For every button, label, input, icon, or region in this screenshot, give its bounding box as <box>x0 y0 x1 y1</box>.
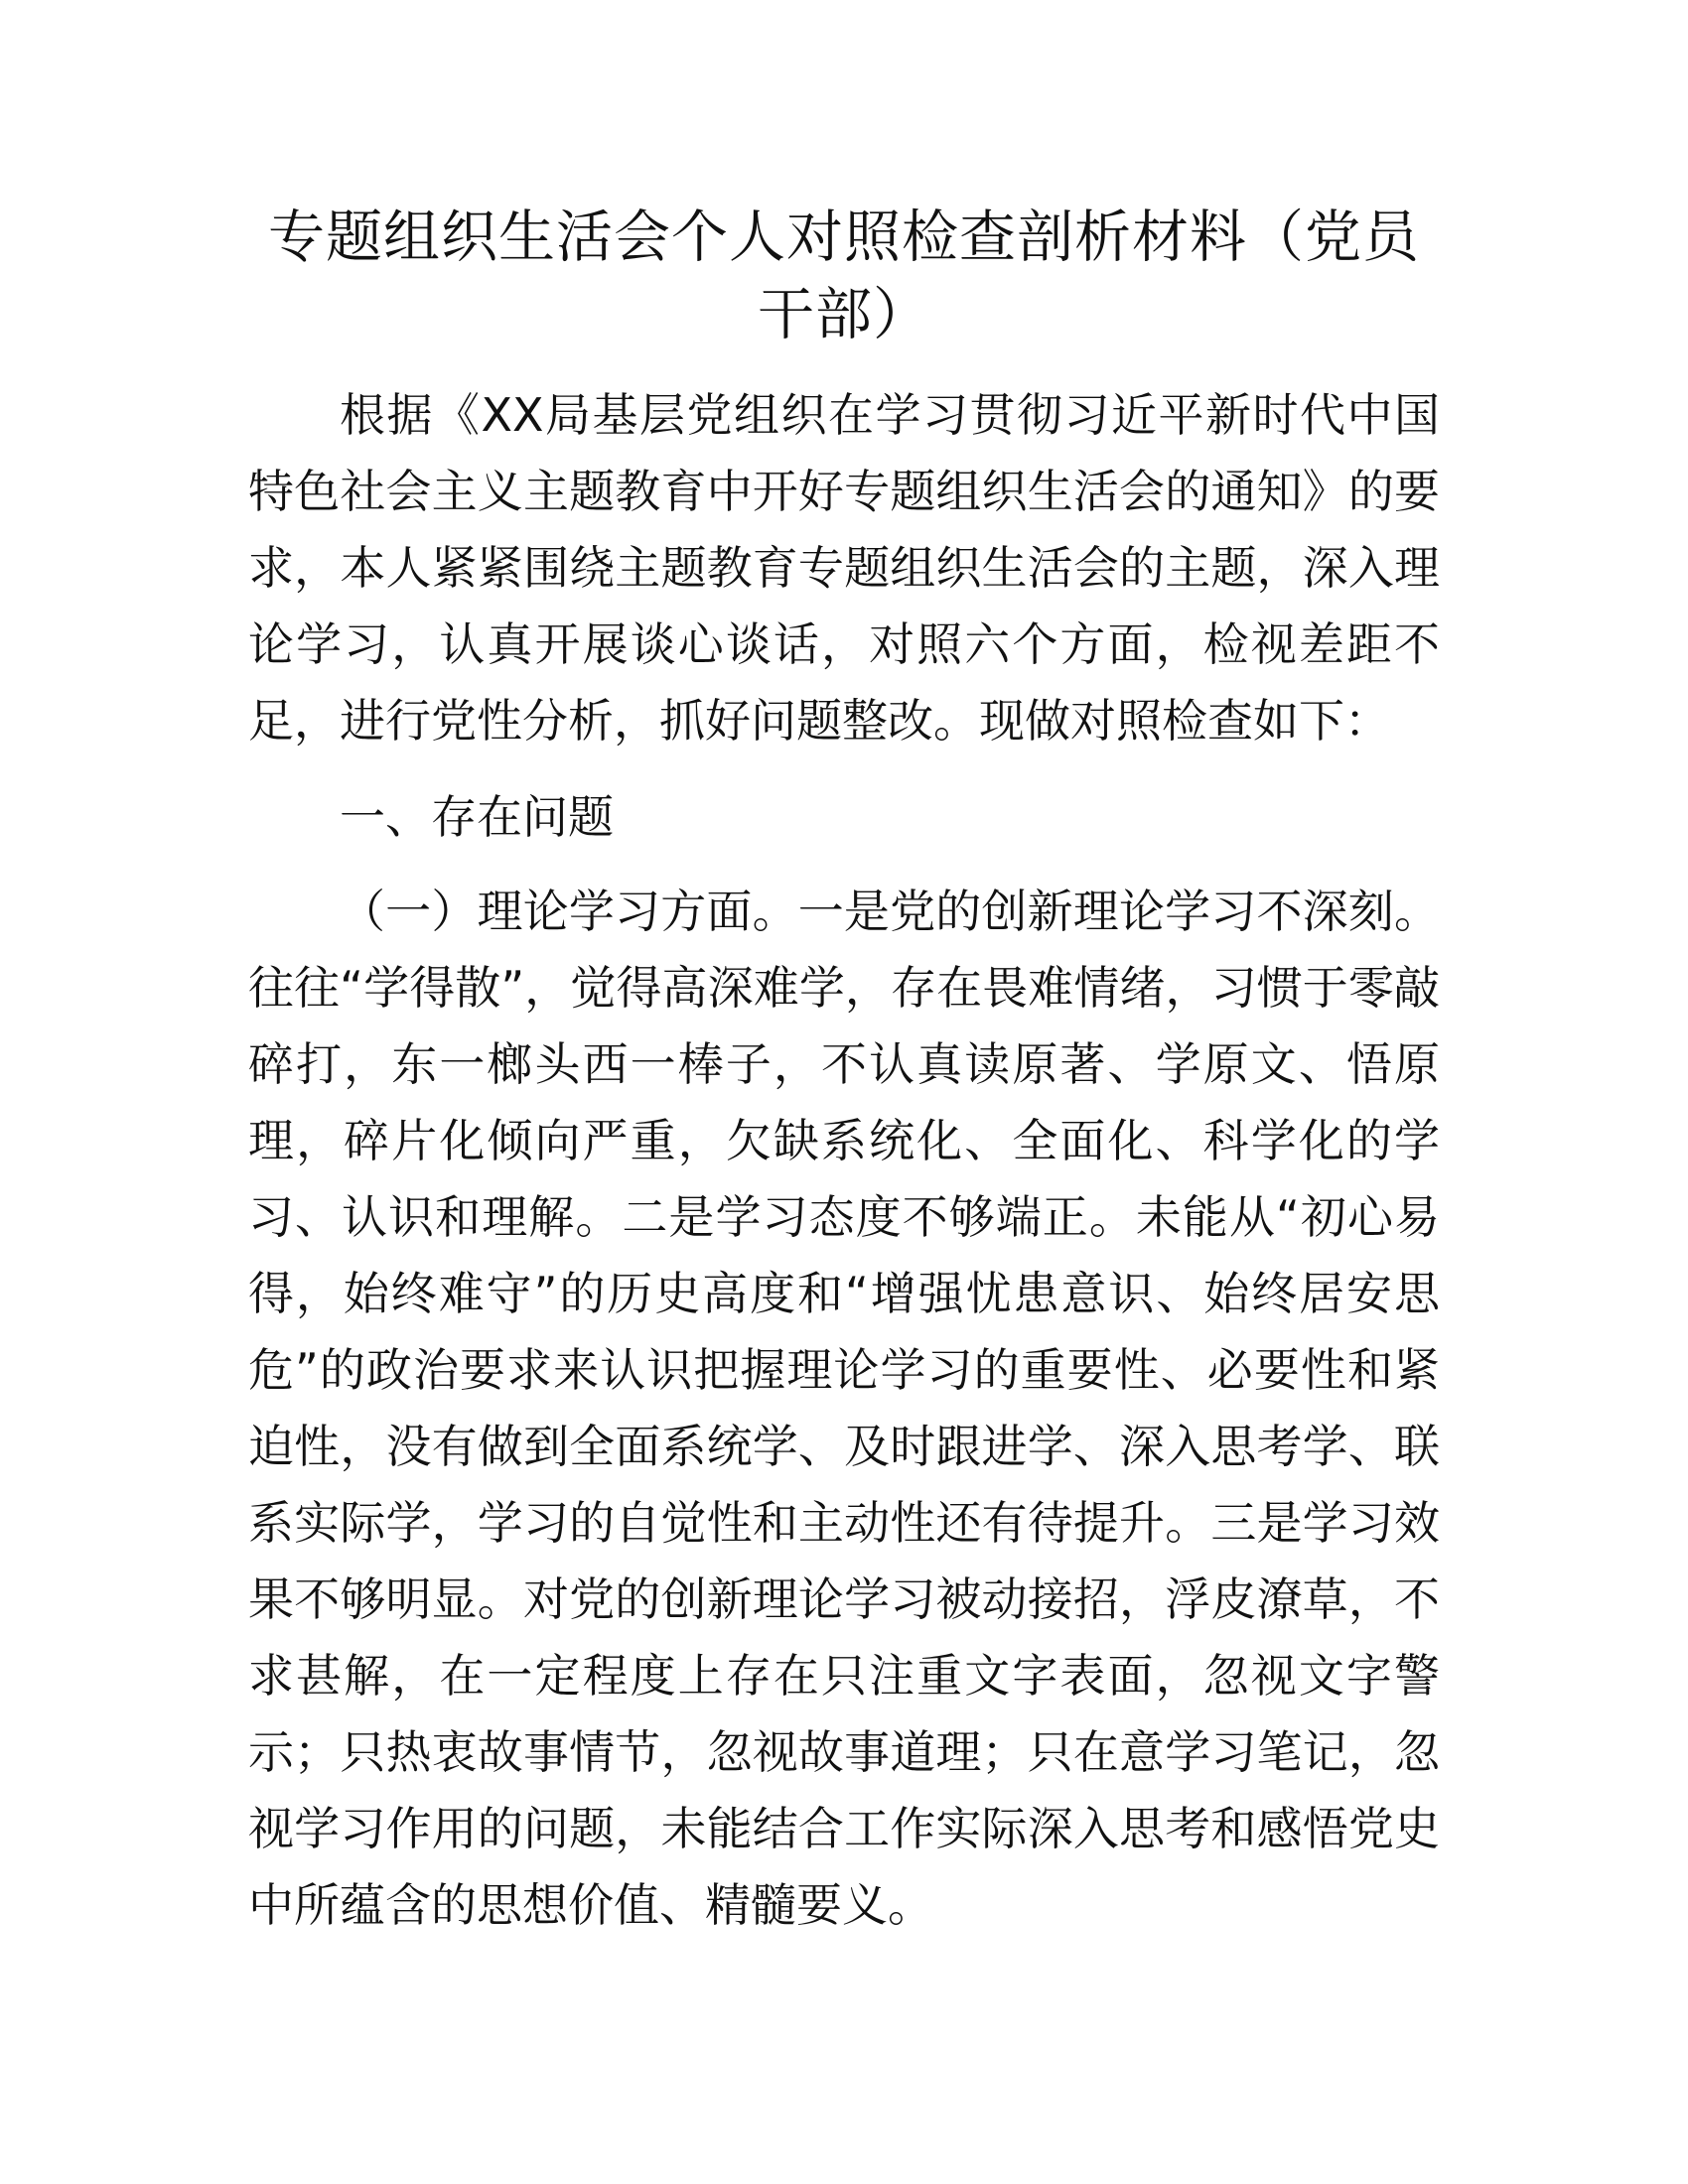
section-heading: 一、存在问题 <box>340 790 614 844</box>
document-title: 专题组织生活会个人对照检查剖析材料（党员干部） <box>268 205 1420 347</box>
theory-study-paragraph: （一）理论学习方面。一是党的创新理论学习不深刻。往往“学得散”，觉得高深难学，存在畏难情绪，习惯于零敲碎打，东一榔头西一棒子，不认真读原著、学原文、悟原理，碎片化倾向严重，欠缺系统化、全面化、科学化的学习、认识和理解。二是学习态度不够端正。未能从“初心易得，始终难守”的历史高度和“增强忧患意识、始终居安思危”的政治要求来认识把握理论学习的重要性、必要性和紧迫性，没有做到全面系统学、及时跟进学、深入思考学、联系实际学，学习的自觉性和主动性还有待提升。三是学习效果不够明显。对党的创新理论学习被动接招，浮皮潦草，不求甚解，在一定程度上存在只注重文字表面，忽视文字警示；只热衷故事情节，忽视故事道理；只在意学习笔记，忽视学习作用的问题，未能结合工作实际深入思考和感悟党史中所蕴含的思想价值、精髓要义。 <box>248 885 1440 1932</box>
intro-paragraph: 根据《XX局基层党组织在学习贯彻习近平新时代中国特色社会主义主题教育中开好专题组织生活会的通知》的要求，本人紧紧围绕主题教育专题组织生活会的主题，深入理论学习，认真开展谈心谈话，对照六个方面，检视差距不足，进行党性分析，抓好问题整改。现做对照检查如下： <box>248 388 1440 748</box>
